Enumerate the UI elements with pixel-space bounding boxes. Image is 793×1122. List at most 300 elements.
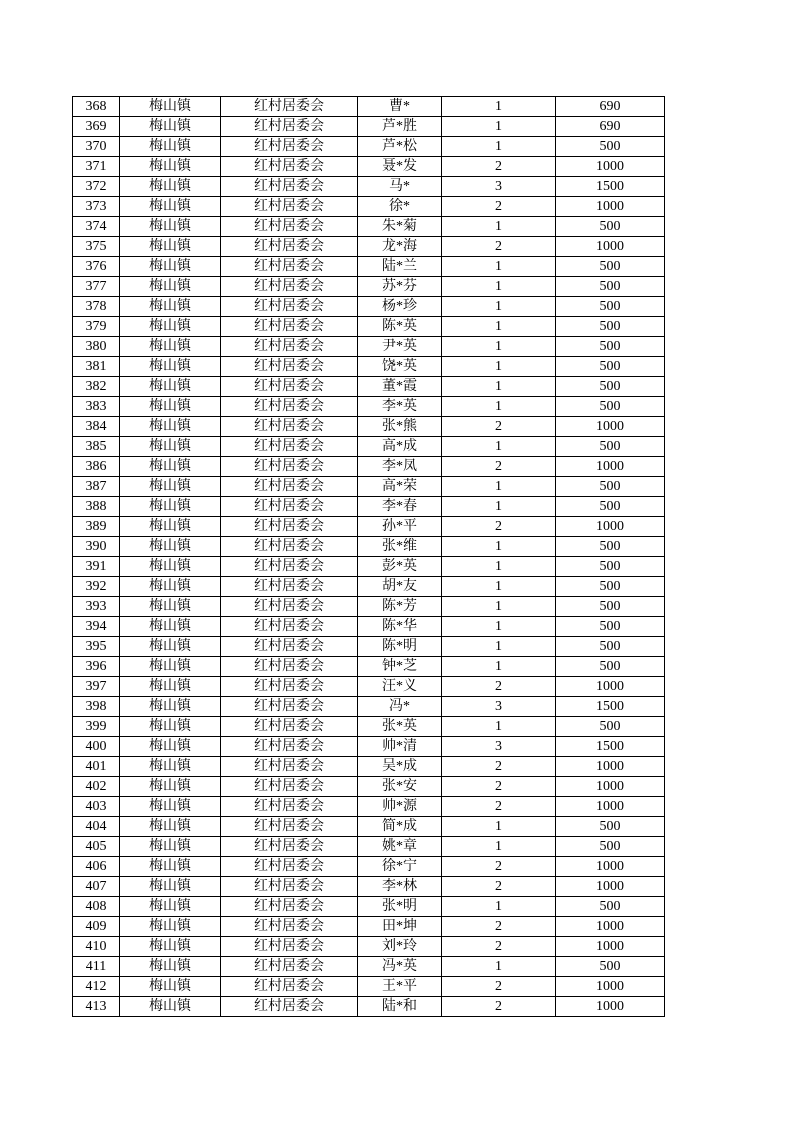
- name-cell: 孙*平: [358, 517, 442, 537]
- row-number-cell: 398: [73, 697, 120, 717]
- amount-cell: 500: [556, 817, 665, 837]
- count-cell: 2: [442, 677, 556, 697]
- count-cell: 1: [442, 477, 556, 497]
- name-cell: 王*平: [358, 977, 442, 997]
- table-row: [73, 457, 665, 477]
- amount-cell: 500: [556, 497, 665, 517]
- table-row: [73, 237, 665, 257]
- table-row: [73, 657, 665, 677]
- name-cell: 张*英: [358, 717, 442, 737]
- name-cell: 胡*友: [358, 577, 442, 597]
- amount-cell: 500: [556, 137, 665, 157]
- table-row: [73, 797, 665, 817]
- count-cell: 3: [442, 737, 556, 757]
- row-number-cell: 375: [73, 237, 120, 257]
- name-cell: 陆*和: [358, 997, 442, 1017]
- town-cell: 梅山镇: [120, 497, 221, 517]
- table-row: [73, 257, 665, 277]
- row-number-cell: 378: [73, 297, 120, 317]
- committee-cell: 红村居委会: [221, 257, 358, 277]
- table-row: [73, 637, 665, 657]
- name-cell: 李*林: [358, 877, 442, 897]
- table-row: [73, 437, 665, 457]
- row-number-cell: 395: [73, 637, 120, 657]
- row-number-cell: 374: [73, 217, 120, 237]
- amount-cell: 1000: [556, 997, 665, 1017]
- count-cell: 1: [442, 537, 556, 557]
- amount-cell: 1000: [556, 857, 665, 877]
- committee-cell: 红村居委会: [221, 917, 358, 937]
- name-cell: 帅*源: [358, 797, 442, 817]
- table-row: [73, 997, 665, 1017]
- committee-cell: 红村居委会: [221, 217, 358, 237]
- committee-cell: 红村居委会: [221, 197, 358, 217]
- amount-cell: 500: [556, 297, 665, 317]
- count-cell: 1: [442, 637, 556, 657]
- committee-cell: 红村居委会: [221, 237, 358, 257]
- committee-cell: 红村居委会: [221, 397, 358, 417]
- town-cell: 梅山镇: [120, 297, 221, 317]
- table-row: [73, 357, 665, 377]
- row-number-cell: 370: [73, 137, 120, 157]
- count-cell: 1: [442, 137, 556, 157]
- amount-cell: 1000: [556, 517, 665, 537]
- count-cell: 1: [442, 597, 556, 617]
- row-number-cell: 410: [73, 937, 120, 957]
- count-cell: 1: [442, 437, 556, 457]
- town-cell: 梅山镇: [120, 277, 221, 297]
- town-cell: 梅山镇: [120, 957, 221, 977]
- table-row: [73, 617, 665, 637]
- table-row: [73, 477, 665, 497]
- name-cell: 田*坤: [358, 917, 442, 937]
- town-cell: 梅山镇: [120, 757, 221, 777]
- committee-cell: 红村居委会: [221, 937, 358, 957]
- count-cell: 2: [442, 517, 556, 537]
- committee-cell: 红村居委会: [221, 337, 358, 357]
- row-number-cell: 373: [73, 197, 120, 217]
- count-cell: 1: [442, 217, 556, 237]
- name-cell: 朱*菊: [358, 217, 442, 237]
- name-cell: 芦*胜: [358, 117, 442, 137]
- table-row: [73, 577, 665, 597]
- row-number-cell: 397: [73, 677, 120, 697]
- committee-cell: 红村居委会: [221, 877, 358, 897]
- row-number-cell: 383: [73, 397, 120, 417]
- name-cell: 汪*义: [358, 677, 442, 697]
- committee-cell: 红村居委会: [221, 837, 358, 857]
- count-cell: 2: [442, 937, 556, 957]
- amount-cell: 500: [556, 277, 665, 297]
- amount-cell: 500: [556, 597, 665, 617]
- row-number-cell: 391: [73, 557, 120, 577]
- town-cell: 梅山镇: [120, 657, 221, 677]
- amount-cell: 500: [556, 437, 665, 457]
- town-cell: 梅山镇: [120, 817, 221, 837]
- amount-cell: 1000: [556, 677, 665, 697]
- name-cell: 徐*: [358, 197, 442, 217]
- row-number-cell: 385: [73, 437, 120, 457]
- row-number-cell: 390: [73, 537, 120, 557]
- name-cell: 帅*清: [358, 737, 442, 757]
- amount-cell: 500: [556, 617, 665, 637]
- amount-cell: 500: [556, 557, 665, 577]
- table-row: [73, 217, 665, 237]
- row-number-cell: 396: [73, 657, 120, 677]
- name-cell: 冯*英: [358, 957, 442, 977]
- name-cell: 陆*兰: [358, 257, 442, 277]
- amount-cell: 690: [556, 97, 665, 117]
- committee-cell: 红村居委会: [221, 177, 358, 197]
- name-cell: 高*成: [358, 437, 442, 457]
- town-cell: 梅山镇: [120, 777, 221, 797]
- committee-cell: 红村居委会: [221, 717, 358, 737]
- name-cell: 李*凤: [358, 457, 442, 477]
- count-cell: 2: [442, 757, 556, 777]
- amount-cell: 500: [556, 717, 665, 737]
- town-cell: 梅山镇: [120, 837, 221, 857]
- town-cell: 梅山镇: [120, 697, 221, 717]
- name-cell: 陈*英: [358, 317, 442, 337]
- row-number-cell: 402: [73, 777, 120, 797]
- row-number-cell: 400: [73, 737, 120, 757]
- row-number-cell: 409: [73, 917, 120, 937]
- town-cell: 梅山镇: [120, 737, 221, 757]
- table-row: [73, 677, 665, 697]
- committee-cell: 红村居委会: [221, 117, 358, 137]
- name-cell: 陈*芳: [358, 597, 442, 617]
- table-row: [73, 717, 665, 737]
- row-number-cell: 379: [73, 317, 120, 337]
- town-cell: 梅山镇: [120, 397, 221, 417]
- amount-cell: 500: [556, 897, 665, 917]
- amount-cell: 1000: [556, 457, 665, 477]
- town-cell: 梅山镇: [120, 677, 221, 697]
- count-cell: 1: [442, 617, 556, 637]
- town-cell: 梅山镇: [120, 257, 221, 277]
- name-cell: 张*维: [358, 537, 442, 557]
- amount-cell: 500: [556, 837, 665, 857]
- town-cell: 梅山镇: [120, 437, 221, 457]
- amount-cell: 1000: [556, 197, 665, 217]
- amount-cell: 500: [556, 477, 665, 497]
- amount-cell: 1000: [556, 777, 665, 797]
- amount-cell: 500: [556, 337, 665, 357]
- amount-cell: 1500: [556, 177, 665, 197]
- row-number-cell: 408: [73, 897, 120, 917]
- committee-cell: 红村居委会: [221, 497, 358, 517]
- table-row: [73, 557, 665, 577]
- table-row: [73, 177, 665, 197]
- name-cell: 徐*宁: [358, 857, 442, 877]
- row-number-cell: 382: [73, 377, 120, 397]
- name-cell: 陈*明: [358, 637, 442, 657]
- count-cell: 1: [442, 117, 556, 137]
- table-row: [73, 317, 665, 337]
- amount-cell: 500: [556, 957, 665, 977]
- name-cell: 高*荣: [358, 477, 442, 497]
- name-cell: 姚*章: [358, 837, 442, 857]
- name-cell: 钟*芝: [358, 657, 442, 677]
- count-cell: 2: [442, 877, 556, 897]
- table-row: [73, 417, 665, 437]
- row-number-cell: 412: [73, 977, 120, 997]
- count-cell: 1: [442, 497, 556, 517]
- row-number-cell: 405: [73, 837, 120, 857]
- amount-cell: 500: [556, 217, 665, 237]
- committee-cell: 红村居委会: [221, 737, 358, 757]
- committee-cell: 红村居委会: [221, 357, 358, 377]
- count-cell: 1: [442, 277, 556, 297]
- town-cell: 梅山镇: [120, 917, 221, 937]
- name-cell: 尹*英: [358, 337, 442, 357]
- committee-cell: 红村居委会: [221, 997, 358, 1017]
- row-number-cell: 386: [73, 457, 120, 477]
- town-cell: 梅山镇: [120, 97, 221, 117]
- row-number-cell: 389: [73, 517, 120, 537]
- name-cell: 张*安: [358, 777, 442, 797]
- committee-cell: 红村居委会: [221, 697, 358, 717]
- count-cell: 2: [442, 797, 556, 817]
- committee-cell: 红村居委会: [221, 677, 358, 697]
- name-cell: 张*熊: [358, 417, 442, 437]
- row-number-cell: 384: [73, 417, 120, 437]
- town-cell: 梅山镇: [120, 977, 221, 997]
- committee-cell: 红村居委会: [221, 757, 358, 777]
- town-cell: 梅山镇: [120, 337, 221, 357]
- amount-cell: 690: [556, 117, 665, 137]
- town-cell: 梅山镇: [120, 477, 221, 497]
- name-cell: 彭*英: [358, 557, 442, 577]
- table-row: [73, 977, 665, 997]
- table-row: [73, 937, 665, 957]
- count-cell: 2: [442, 997, 556, 1017]
- committee-cell: 红村居委会: [221, 517, 358, 537]
- town-cell: 梅山镇: [120, 717, 221, 737]
- row-number-cell: 368: [73, 97, 120, 117]
- table-row: [73, 297, 665, 317]
- name-cell: 马*: [358, 177, 442, 197]
- amount-cell: 1000: [556, 977, 665, 997]
- row-number-cell: 377: [73, 277, 120, 297]
- table-row: [73, 517, 665, 537]
- count-cell: 2: [442, 197, 556, 217]
- town-cell: 梅山镇: [120, 457, 221, 477]
- name-cell: 饶*英: [358, 357, 442, 377]
- town-cell: 梅山镇: [120, 597, 221, 617]
- committee-cell: 红村居委会: [221, 637, 358, 657]
- count-cell: 1: [442, 817, 556, 837]
- row-number-cell: 413: [73, 997, 120, 1017]
- committee-cell: 红村居委会: [221, 617, 358, 637]
- committee-cell: 红村居委会: [221, 537, 358, 557]
- amount-cell: 1000: [556, 157, 665, 177]
- name-cell: 龙*海: [358, 237, 442, 257]
- count-cell: 1: [442, 377, 556, 397]
- committee-cell: 红村居委会: [221, 957, 358, 977]
- amount-cell: 500: [556, 537, 665, 557]
- count-cell: 2: [442, 157, 556, 177]
- committee-cell: 红村居委会: [221, 297, 358, 317]
- count-cell: 1: [442, 357, 556, 377]
- committee-cell: 红村居委会: [221, 157, 358, 177]
- count-cell: 1: [442, 897, 556, 917]
- row-number-cell: 403: [73, 797, 120, 817]
- row-number-cell: 399: [73, 717, 120, 737]
- count-cell: 1: [442, 257, 556, 277]
- committee-cell: 红村居委会: [221, 137, 358, 157]
- count-cell: 3: [442, 177, 556, 197]
- amount-cell: 500: [556, 377, 665, 397]
- table-body: [73, 97, 665, 1017]
- committee-cell: 红村居委会: [221, 817, 358, 837]
- name-cell: 曹*: [358, 97, 442, 117]
- count-cell: 2: [442, 237, 556, 257]
- amount-cell: 1000: [556, 797, 665, 817]
- town-cell: 梅山镇: [120, 157, 221, 177]
- table-row: [73, 957, 665, 977]
- table-row: [73, 497, 665, 517]
- committee-cell: 红村居委会: [221, 417, 358, 437]
- amount-cell: 500: [556, 257, 665, 277]
- table-row: [73, 817, 665, 837]
- town-cell: 梅山镇: [120, 137, 221, 157]
- amount-cell: 1500: [556, 737, 665, 757]
- count-cell: 1: [442, 557, 556, 577]
- table-row: [73, 737, 665, 757]
- count-cell: 1: [442, 97, 556, 117]
- name-cell: 简*成: [358, 817, 442, 837]
- count-cell: 1: [442, 317, 556, 337]
- name-cell: 李*春: [358, 497, 442, 517]
- table-row: [73, 917, 665, 937]
- table-row: [73, 117, 665, 137]
- name-cell: 张*明: [358, 897, 442, 917]
- table-row: [73, 397, 665, 417]
- town-cell: 梅山镇: [120, 517, 221, 537]
- amount-cell: 1000: [556, 237, 665, 257]
- table-row: [73, 697, 665, 717]
- town-cell: 梅山镇: [120, 557, 221, 577]
- name-cell: 董*霞: [358, 377, 442, 397]
- table-row: [73, 337, 665, 357]
- name-cell: 陈*华: [358, 617, 442, 637]
- row-number-cell: 381: [73, 357, 120, 377]
- committee-cell: 红村居委会: [221, 857, 358, 877]
- name-cell: 冯*: [358, 697, 442, 717]
- table-row: [73, 857, 665, 877]
- amount-cell: 500: [556, 317, 665, 337]
- name-cell: 刘*玲: [358, 937, 442, 957]
- amount-cell: 500: [556, 397, 665, 417]
- committee-cell: 红村居委会: [221, 277, 358, 297]
- count-cell: 1: [442, 837, 556, 857]
- amount-cell: 500: [556, 637, 665, 657]
- committee-cell: 红村居委会: [221, 457, 358, 477]
- town-cell: 梅山镇: [120, 797, 221, 817]
- table-row: [73, 777, 665, 797]
- name-cell: 芦*松: [358, 137, 442, 157]
- count-cell: 3: [442, 697, 556, 717]
- table-row: [73, 277, 665, 297]
- row-number-cell: 372: [73, 177, 120, 197]
- count-cell: 1: [442, 717, 556, 737]
- count-cell: 1: [442, 297, 556, 317]
- town-cell: 梅山镇: [120, 197, 221, 217]
- row-number-cell: 394: [73, 617, 120, 637]
- committee-cell: 红村居委会: [221, 657, 358, 677]
- amount-cell: 1000: [556, 937, 665, 957]
- row-number-cell: 380: [73, 337, 120, 357]
- row-number-cell: 369: [73, 117, 120, 137]
- town-cell: 梅山镇: [120, 897, 221, 917]
- row-number-cell: 393: [73, 597, 120, 617]
- town-cell: 梅山镇: [120, 877, 221, 897]
- committee-cell: 红村居委会: [221, 477, 358, 497]
- table-row: [73, 197, 665, 217]
- town-cell: 梅山镇: [120, 317, 221, 337]
- town-cell: 梅山镇: [120, 537, 221, 557]
- count-cell: 1: [442, 397, 556, 417]
- town-cell: 梅山镇: [120, 377, 221, 397]
- town-cell: 梅山镇: [120, 177, 221, 197]
- table-row: [73, 837, 665, 857]
- row-number-cell: 407: [73, 877, 120, 897]
- committee-cell: 红村居委会: [221, 557, 358, 577]
- amount-cell: 1000: [556, 757, 665, 777]
- committee-cell: 红村居委会: [221, 777, 358, 797]
- row-number-cell: 371: [73, 157, 120, 177]
- town-cell: 梅山镇: [120, 997, 221, 1017]
- town-cell: 梅山镇: [120, 237, 221, 257]
- count-cell: 2: [442, 417, 556, 437]
- table-row: [73, 377, 665, 397]
- amount-cell: 1000: [556, 917, 665, 937]
- table-row: [73, 597, 665, 617]
- table-row: [73, 537, 665, 557]
- committee-cell: 红村居委会: [221, 97, 358, 117]
- amount-cell: 1000: [556, 417, 665, 437]
- count-cell: 1: [442, 577, 556, 597]
- town-cell: 梅山镇: [120, 857, 221, 877]
- data-table: [72, 96, 665, 1017]
- amount-cell: 1500: [556, 697, 665, 717]
- table-row: [73, 137, 665, 157]
- town-cell: 梅山镇: [120, 417, 221, 437]
- name-cell: 吴*成: [358, 757, 442, 777]
- name-cell: 杨*珍: [358, 297, 442, 317]
- committee-cell: 红村居委会: [221, 977, 358, 997]
- count-cell: 2: [442, 857, 556, 877]
- table-row: [73, 757, 665, 777]
- town-cell: 梅山镇: [120, 637, 221, 657]
- table-row: [73, 97, 665, 117]
- count-cell: 1: [442, 337, 556, 357]
- row-number-cell: 411: [73, 957, 120, 977]
- town-cell: 梅山镇: [120, 577, 221, 597]
- committee-cell: 红村居委会: [221, 897, 358, 917]
- amount-cell: 1000: [556, 877, 665, 897]
- town-cell: 梅山镇: [120, 617, 221, 637]
- row-number-cell: 388: [73, 497, 120, 517]
- row-number-cell: 392: [73, 577, 120, 597]
- name-cell: 李*英: [358, 397, 442, 417]
- committee-cell: 红村居委会: [221, 797, 358, 817]
- committee-cell: 红村居委会: [221, 437, 358, 457]
- amount-cell: 500: [556, 577, 665, 597]
- committee-cell: 红村居委会: [221, 377, 358, 397]
- amount-cell: 500: [556, 657, 665, 677]
